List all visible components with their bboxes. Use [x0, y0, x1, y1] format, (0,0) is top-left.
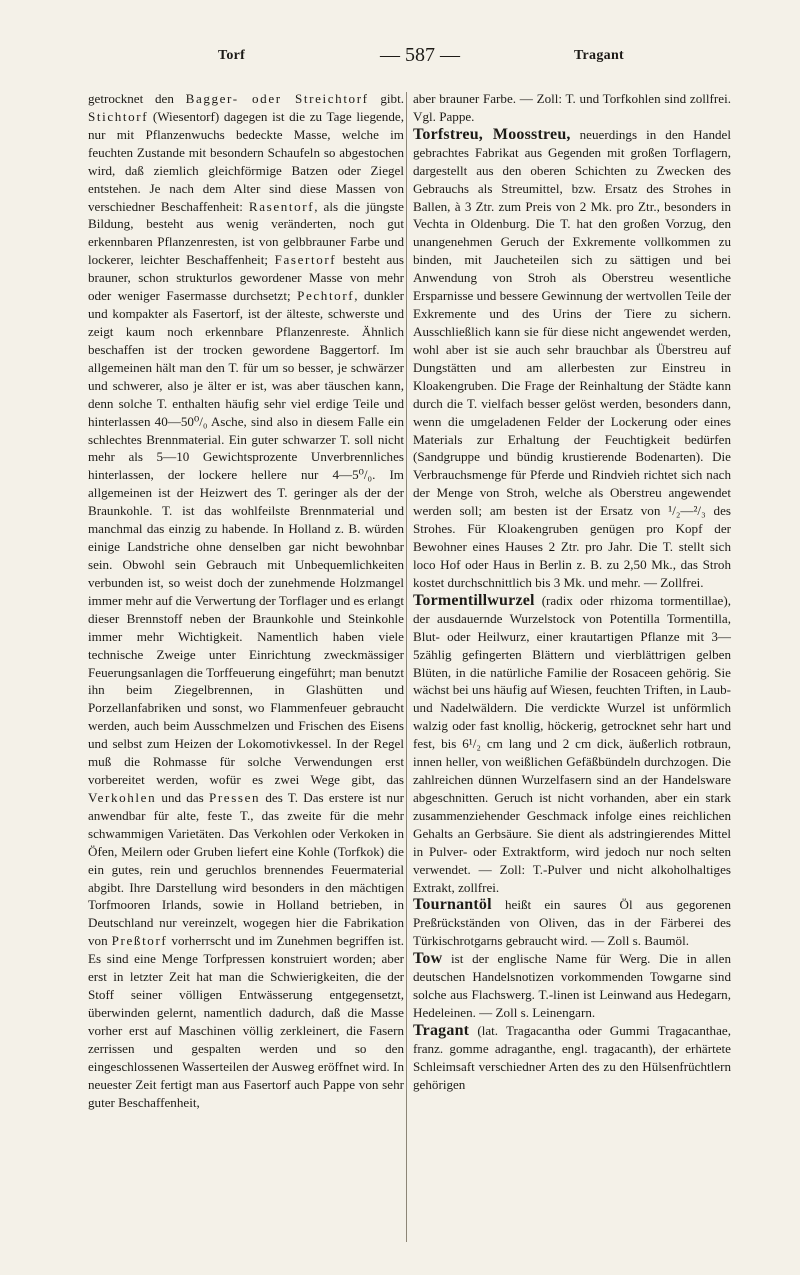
entry-text: ist der englische Name für Werg. Die in allen deutschen Handelsnotizen vorkommenden Towgarne sind solche aus Flachswerg. T.-linen ist Leinwand aus Hedegarn, Hedeleinen. — Zoll s. Leinengarn. [413, 951, 731, 1021]
right-column [413, 90, 731, 1094]
spaced-term: Preßtorf [111, 933, 168, 949]
text-run: aber brauner Farbe. — Zoll: T. und Torfkohlen sind zollfrei. Vgl. Pappe. [413, 91, 731, 124]
spaced-term: Pechtorf [297, 288, 355, 304]
entry-tournantoel [413, 896, 731, 950]
spaced-term: Fasertorf [274, 252, 337, 268]
text-run: vorherrscht und im Zunehmen begriffen ist. Es sind eine Menge Torfpressen konstruiert worden; aber erst in letzter Zeit hat man die Schwierigkeiten, die der Stoff seiner völligen Entwässerung entgegensetzt, überwinden gelernt, namentlich dadurch, daß die Masse vorher erst auf Maschinen völlig zerkleinert, die Fasern zerrissen und gespalten werden und so den eingeschlossenen Wasserteilen der Ausweg eröffnet wird. In neuester Zeit fertigt man aus Fasertorf auch Pappe von sehr guter Beschaffenheit, [88, 933, 404, 1110]
spaced-term: Rasentorf [248, 198, 315, 214]
headword: Tormentillwurzel [413, 591, 535, 609]
left-column [88, 90, 404, 1112]
text-run: besteht aus brauner, schon strukturlos gewordener Masse von mehr oder weniger Fasermasse durchsetzt; [88, 252, 404, 304]
entry-tragant [413, 1022, 731, 1094]
text-run: gibt. [368, 91, 404, 106]
text-run: , als die jüngste Bildung, besteht aus wenig veränderten, noch gut erkennbaren Pflanzenresten, ist von gelbbrauner Farbe und lockerer, leichter Beschaffenheit; [88, 198, 404, 268]
headword: Torfstreu, Moosstreu, [413, 125, 571, 143]
text-run: und das [156, 789, 209, 805]
paragraph [413, 90, 731, 126]
entry-tormentillwurzel [413, 592, 731, 897]
entry-torfstreu [413, 126, 731, 592]
headword: Tragant [413, 1021, 470, 1039]
spaced-term: Pressen [208, 789, 261, 805]
spaced-term: Verkohlen [88, 789, 157, 805]
text-run: getrocknet den [88, 91, 186, 106]
page-header [88, 44, 752, 74]
text-run: (Wiesentorf) dagegen ist die zu Tage liegende, nur mit Pflanzenwuchs bedeckte Masse, welche im feuchten Zustande mit besondern Schaufeln so abgestochen wird, daß ziemlich gleichförmige Batzen oder Ziegel entstehen. Je nach dem Alter sind diese Massen von verschiedner Beschaffenheit: [88, 108, 404, 214]
paragraph [88, 90, 404, 1112]
page-number: — 587 — [380, 44, 460, 66]
spaced-term: Bagger- oder Streichtorf [185, 91, 369, 106]
spaced-term: Stichtorf [88, 108, 149, 124]
entry-text: (radix oder rhizoma tormentillae), der ausdauernde Wurzelstock von Potentilla Tormentilla, Blut- oder Heilwurz, einer krautartigen Pflanze mit 3—5zählig gefingerten Blättern und vierblättrigen gelben Blüten, in die natürliche Familie der Rosaceen gehörig. Sie wächst bei uns häufig auf Wiesen, feuchten Triften, in Laub- und Nadelwäldern. Die verdickte Wurzel ist unförmlich walzig oder fast knollig, höckerig, getrocknet sehr hart und fest, bis 6¹/₂ cm lang und 2 cm dick, äußerlich rotbraun, innen heller, von weißlichen Gefäßbündeln durchzogen. Die zahlreichen dünnen Wurzelfasern sind an der Handelsware abgeschnitten. Geruch ist nicht vorhanden, aber ein stark zusammenziehender Geschmack infolge eines reichlichen Gehalts an Gerbsäure. Sie dient als adstringierendes Mittel in Pulver- oder Extraktform, wird jedoch nur noch selten verwendet. — Zoll: T.-Pulver und nicht alkoholhaltiges Extrakt, zollfrei. [413, 592, 731, 895]
running-head-left: Torf [218, 48, 246, 63]
text-run: des T. Das erstere ist nur anwendbar für alte, feste T., das zweite für die mehr schwammigen Varietäten. Das Verkohlen oder Verkoken in Öfen, Meilern oder Gruben liefert eine Kohle (Torfkok) die ein gutes, rein und geruchlos brennendes Feuermaterial abgibt. Ihre Darstellung wird besonders in den mächtigen Torfmooren Irlands, sowie in Holland betrieben, in Deutschland nur vereinzelt, wogegen hier die Fabrikation von [88, 789, 404, 949]
entry-text: (lat. Tragacantha oder Gummi Tragacanthae, franz. gomme adraganthe, engl. tragacanth), der erhärtete Schleimsaft verschiedner Arten des zu den Hülsenfrüchtlern gehörigen [413, 1022, 731, 1092]
column-divider [406, 92, 407, 1242]
text-run: , dunkler und kompakter als Fasertorf, ist der älteste, schwerste und zeigt kaum noch erkennbare Pflanzenreste. Ähnlich beschaffen ist der trocken gewordene Baggertorf. Im allgemeinen hält man den T. für um so besser, je schwärzer und schwerer, also je älter er ist, was aber täuschen kann, denn solche T. enthalten häufig sehr viel erdige Teile und hinterlassen 40—50⁰/₀ Asche, sind also in diesem Falle ein schlechtes Brennmaterial. Ein guter schwarzer T. soll nicht mehr als 5—10 Gewichtsprozente Unverbrennliches hinterlassen, der lockere hellere nur 4—5⁰/₀. Im allgemeinen ist der Heizwert des T. geringer als der der Braunkohle. T. ist das wohlfeilste Brennmaterial und manchmal das einzig zu habende. In Holland z. B. würden einige Landstriche ohne denselben gar nicht bewohnbar sein. Obwohl sein Gebrauch mit Unbequemlichkeiten verbunden ist, so weist doch der zunehmende Holzmangel immer mehr auf die Verwertung der Torflager und es erlangt dieser Brennstoff neben der Braunkohle und Steinkohle immer mehr Wichtigkeit. Namentlich haben viele technische Zweige unter Einrichtung zweckmässiger Feuerungsanlagen die Torffeuerung eingeführt; man benutzt ihn beim Ziegelbrennen, in Glashütten und Porzellanfabriken und sonst, wo Flammenfeuer gebraucht werden, auch beim Ausschmelzen und Frischen des Eisens und selbst zum Heizen der Lokomotivkessel. In der Regel muß die Rohmasse für solche Verwendungen erst vorbereitet werden, wofür es zwei Wege gibt, das [88, 288, 405, 788]
running-head-right: Tragant [573, 48, 624, 63]
headword: Tow [413, 950, 443, 968]
entry-tow [413, 950, 731, 1022]
headword: Tournantöl [413, 896, 492, 914]
entry-text: heißt ein saures Öl aus gegorenen Preßrückständen von Oliven, das in der Färberei des Türkischrotgarns gebraucht wird. — Zoll s. Baumöl. [413, 897, 731, 949]
entry-text: neuerdings in den Handel gebrachtes Fabrikat aus Gegenden mit großen Torflagern, dargestellt aus den oberen Schichten zu Zwecken des Gebrauchs als Streumittel, bzw. Ersatz des Strohes in Ballen, à 3 Ztr. zum Preis von 2 Mk. pro Ztr., besonders in Vechta in Oldenburg. Die T. hat den großen Vorzug, den unangenehmen Geruch der Exkremente vollkommen zu binden, mit Jaucheteilen sich zu sättigen und bei Anwendung von Stroh als Oberstreu wesentliche Ersparnisse und bessere Gewinnung der wertvollen Teile der Exkremente und des Urins der Tiere zu sichern. Ausschließlich kann sie für diese nicht angewendet werden, wohl aber ist sie auch sehr brauchbar als Überstreu auf Dungstätten und am allerbesten zur Einstreu in Kloakengruben. Die Frage der Reinhaltung der Städte kann durch die T. vielfach besser gelöst werden, besonders dann, wenn die umgeladenen Felder der Lockerung oder eines Materials zur Erhaltung der Feuchtigkeit bedürfen (Sandgruppe und bündig krustierende Bodenarten). Die Verbrauchsmenge für Pferde und Rindvieh richtet sich nach der Menge von Stroh, welche als Oberstreu angewendet werden soll; am besten ist der Ersatz von ¹/₂—²/₃ des Strohes. Für Kloakengruben genügen pro Kopf der Bewohner eines Hauses 2 Ztr. pro Jahr. Die T. stellt sich loco Hof oder Haus in Berlin z. B. zu 2,50 Mk., das Stroh kostet durchschnittlich bis 3 Mk. und mehr. — Zollfrei. [413, 126, 731, 590]
